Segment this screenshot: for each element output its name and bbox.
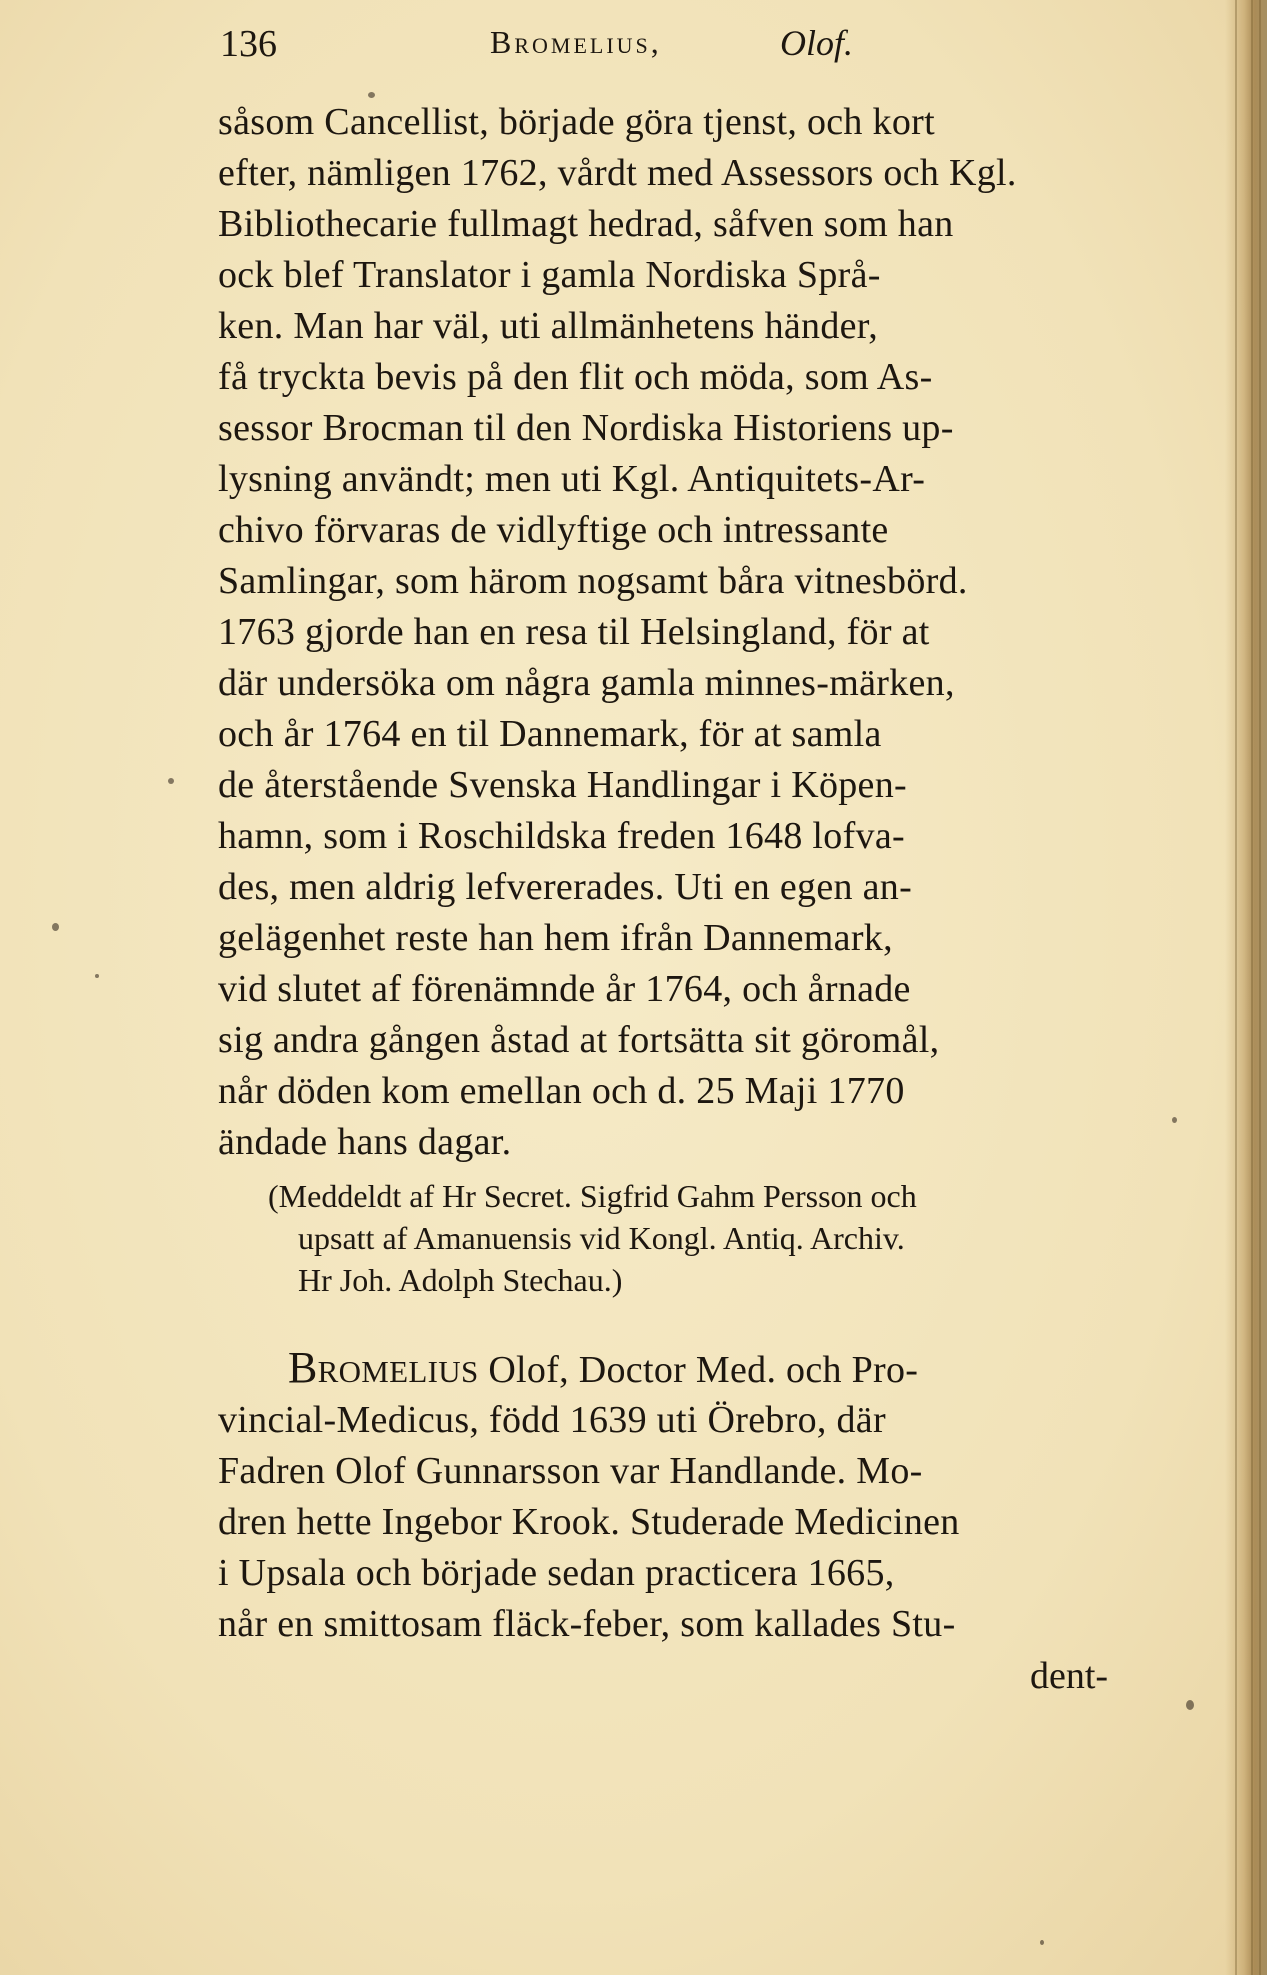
entry-head-name: Bromelius bbox=[288, 1343, 479, 1392]
attribution-note-line: (Meddeldt af Hr Secret. Sigfrid Gahm Persson och bbox=[268, 1178, 917, 1214]
text-line: hamn, som i Roschildska freden 1648 lofva- bbox=[218, 815, 905, 857]
attribution-note-line: Hr Joh. Adolph Stechau.) bbox=[298, 1262, 623, 1298]
text-line: sig andra gången åstad at fortsätta sit göromål, bbox=[218, 1019, 940, 1061]
running-header bbox=[220, 22, 920, 82]
paper-speck bbox=[1186, 1700, 1194, 1710]
entry-head-rest: Olof, Doctor Med. och Pro- bbox=[488, 1349, 919, 1391]
page-edge-line bbox=[1251, 0, 1253, 1975]
running-title-name: Olof. bbox=[780, 23, 854, 63]
paper-speck bbox=[368, 92, 375, 98]
text-line: 1763 gjorde han en resa til Helsingland, för at bbox=[218, 611, 930, 653]
text-line: ken. Man har väl, uti allmänhetens händer, bbox=[218, 305, 879, 347]
text-line: såsom Cancellist, började göra tjenst, och kort bbox=[218, 101, 935, 143]
catchword: dent- bbox=[1030, 1655, 1109, 1697]
text-line: når döden kom emellan och d. 25 Maji 1770 bbox=[218, 1070, 905, 1112]
text-line: des, men aldrig lefvererades. Uti en egen an- bbox=[218, 866, 913, 908]
paper-speck bbox=[1040, 1940, 1044, 1945]
text-line: få tryckta bevis på den flit och möda, som As- bbox=[218, 356, 933, 398]
text-line: ock blef Translator i gamla Nordiska Språ- bbox=[218, 254, 881, 296]
text-line: når en smittosam fläck-feber, som kallades Stu- bbox=[218, 1603, 956, 1645]
paper-speck bbox=[1172, 1117, 1177, 1123]
text-line: ändade hans dagar. bbox=[218, 1121, 512, 1163]
page-edge-line bbox=[1235, 0, 1237, 1975]
text-line: lysning användt; men uti Kgl. Antiquitets-Ar- bbox=[218, 458, 926, 500]
page-edge-line bbox=[1259, 0, 1261, 1975]
paper-speck bbox=[168, 778, 174, 784]
text-line: dren hette Ingebor Krook. Studerade Medicinen bbox=[218, 1501, 960, 1543]
page-number: 136 bbox=[220, 23, 277, 65]
text-line: de återstående Svenska Handlingar i Köpen- bbox=[218, 764, 907, 806]
entry-heading-line bbox=[288, 1342, 918, 1393]
running-title: Bromelius, bbox=[490, 24, 662, 60]
text-line: där undersöka om några gamla minnes-märken, bbox=[218, 662, 955, 704]
text-line: Fadren Olof Gunnarsson var Handlande. Mo- bbox=[218, 1450, 923, 1492]
text-line: Samlingar, som härom nogsamt båra vitnesbörd. bbox=[218, 560, 968, 602]
text-line: gelägenhet reste han hem ifrån Dannemark, bbox=[218, 917, 893, 959]
text-line: vid slutet af förenämnde år 1764, och årnade bbox=[218, 968, 911, 1010]
text-line: efter, nämligen 1762, vårdt med Assessors och Kgl. bbox=[218, 152, 1017, 194]
text-line: chivo förvaras de vidlyftige och intressante bbox=[218, 509, 889, 551]
text-line: vincial-Medicus, född 1639 uti Örebro, där bbox=[218, 1399, 886, 1441]
paper-speck bbox=[95, 974, 99, 978]
text-line: Bibliothecarie fullmagt hedrad, såfven som han bbox=[218, 203, 954, 245]
text-line: sessor Brocman til den Nordiska Historiens up- bbox=[218, 407, 954, 449]
text-line: i Upsala och började sedan practicera 1665, bbox=[218, 1552, 895, 1594]
attribution-note-line: upsatt af Amanuensis vid Kongl. Antiq. Archiv. bbox=[298, 1220, 905, 1256]
text-line: och år 1764 en til Dannemark, för at samla bbox=[218, 713, 882, 755]
paper-speck bbox=[52, 923, 59, 931]
